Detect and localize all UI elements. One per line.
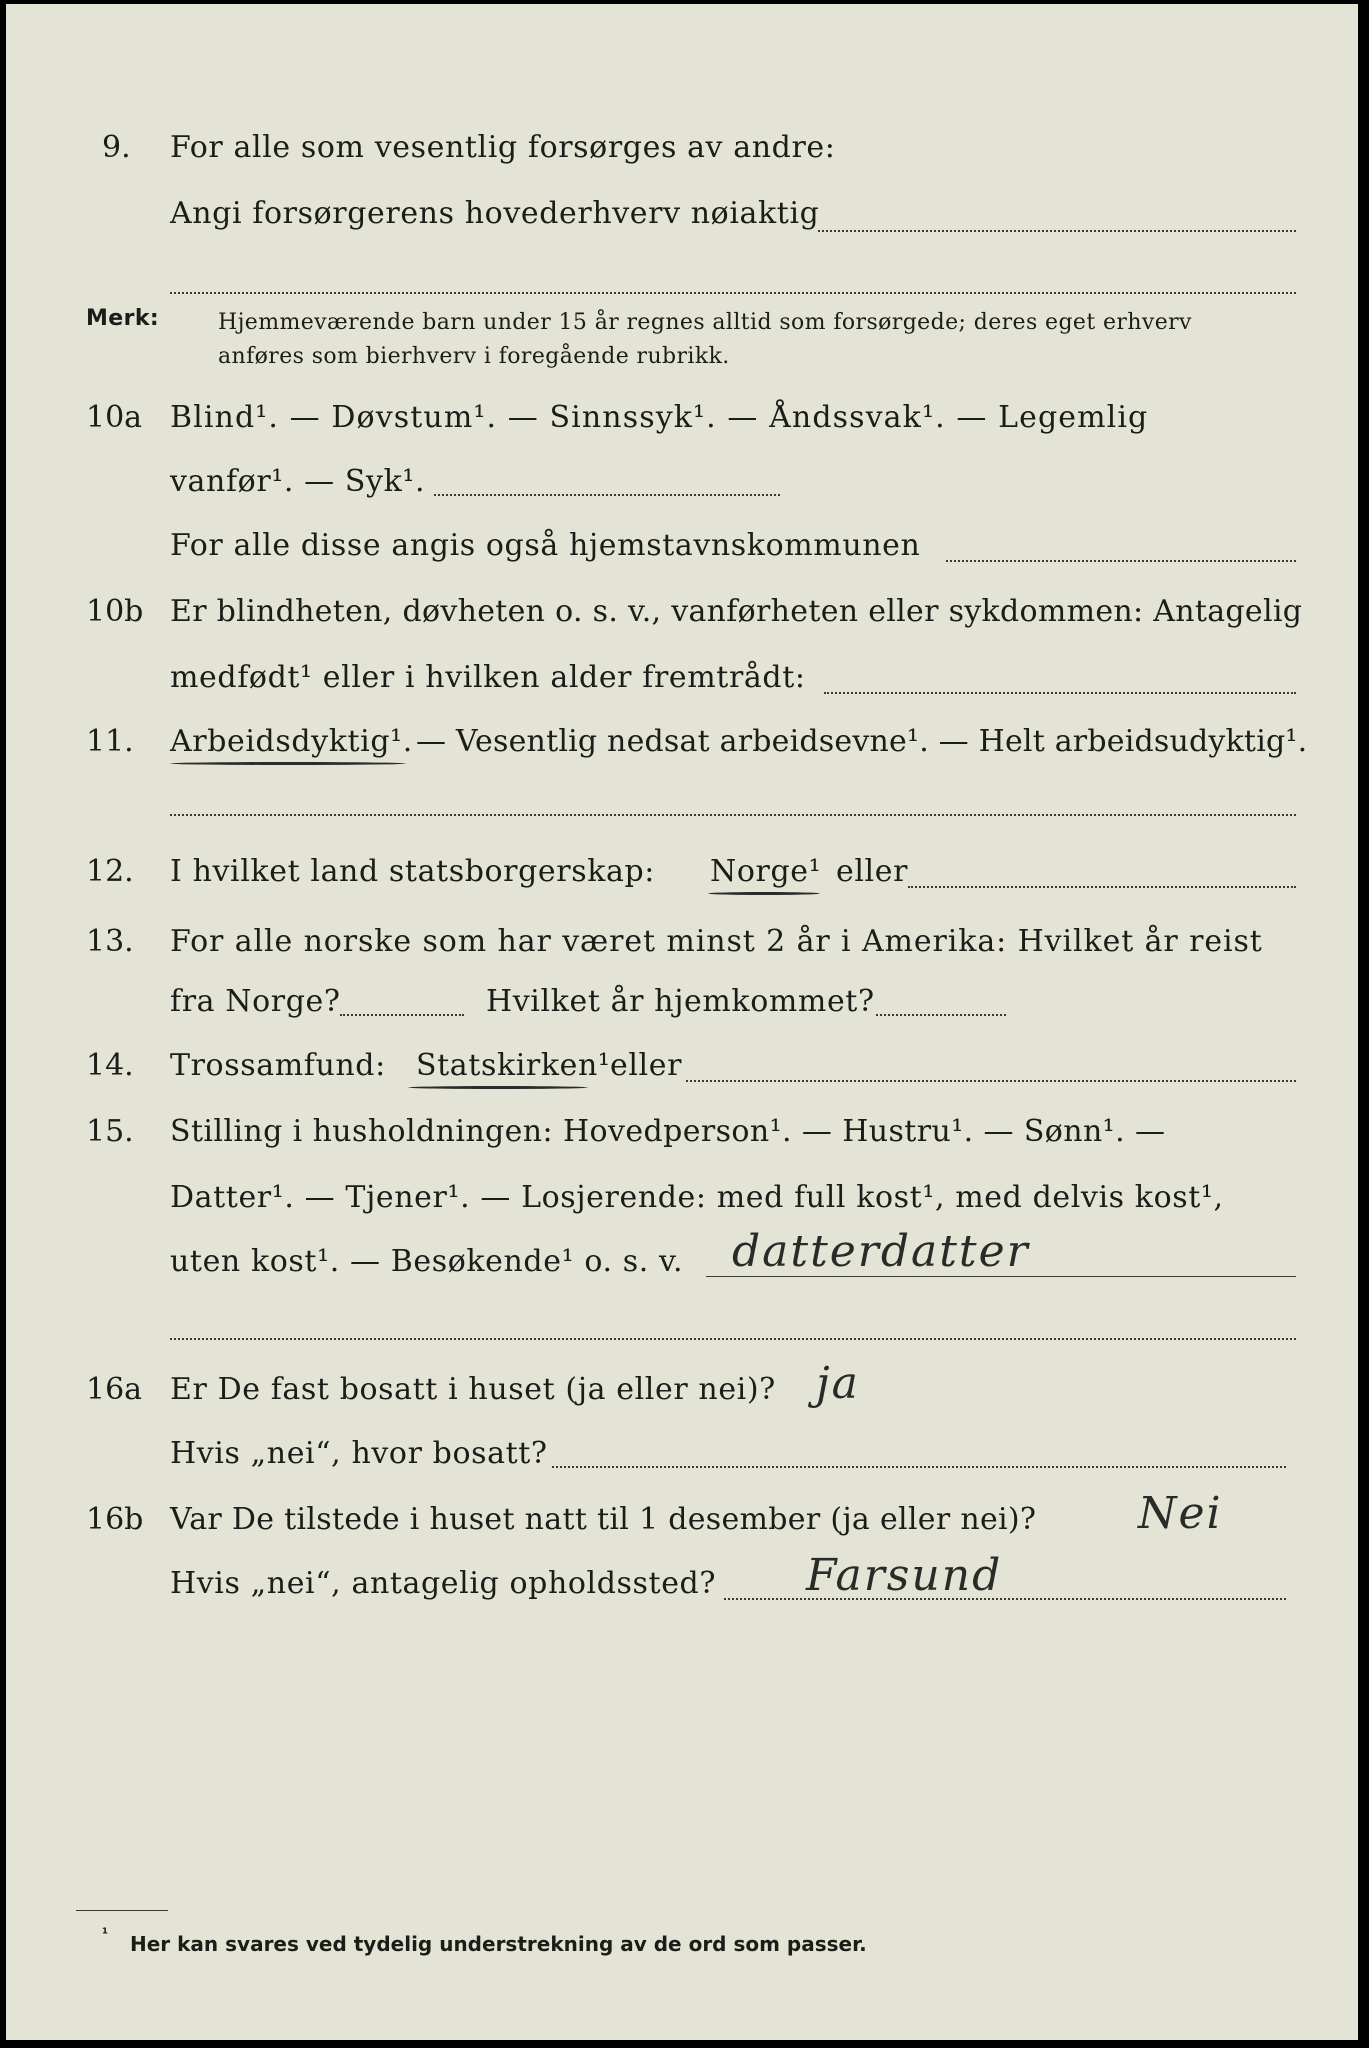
q12-pre: I hvilket land statsborgerskap: bbox=[170, 854, 655, 889]
q12-underline bbox=[708, 892, 820, 895]
census-form-page bbox=[6, 4, 1358, 2040]
q13-line2b: Hvilket år hjemkommet? bbox=[486, 984, 875, 1019]
q14-number: 14. bbox=[86, 1048, 134, 1083]
q16b-handwritten-answer-2[interactable]: Farsund bbox=[806, 1550, 1003, 1601]
q10a-number: 10a bbox=[86, 400, 143, 435]
footnote-text: Her kan svares ved tydelig understrekning av de ord som passer. bbox=[130, 1932, 867, 1956]
q12-answer-line[interactable] bbox=[908, 886, 1296, 888]
q10b-line2: medfødt¹ eller i hvilken alder fremtrådt: bbox=[170, 660, 806, 695]
q12-post: eller bbox=[836, 854, 909, 889]
merk-line2: anføres som bierhverv i foregående rubrikk. bbox=[218, 344, 730, 369]
q16a-line2: Hvis „nei“, hvor bosatt? bbox=[170, 1436, 548, 1471]
footnote-rule bbox=[76, 1910, 168, 1911]
q14-underline bbox=[408, 1086, 588, 1089]
q16a-handwritten-answer[interactable]: ja bbox=[816, 1358, 860, 1409]
q16b-line1: Var De tilstede i huset natt til 1 desember (ja eller nei)? bbox=[170, 1502, 1037, 1537]
q10b-line1: Er blindheten, døvheten o. s. v., vanførheten eller sykdommen: Antagelig bbox=[170, 594, 1303, 629]
q13-number: 13. bbox=[86, 924, 134, 959]
q11-rest: — Vesentlig nedsat arbeidsevne¹. — Helt arbeidsudyktig¹. bbox=[416, 724, 1308, 759]
q11-option-arbeidsdyktig[interactable]: Arbeidsdyktig¹. bbox=[170, 724, 413, 759]
q13-line2a: fra Norge? bbox=[170, 984, 341, 1019]
q9-number: 9. bbox=[102, 130, 131, 165]
q10a-line3: For alle disse angis også hjemstavnskommunen bbox=[170, 528, 921, 563]
q15-line3: uten kost¹. — Besøkende¹ o. s. v. bbox=[170, 1244, 684, 1279]
q14-post: eller bbox=[610, 1048, 683, 1083]
q14-answer-line[interactable] bbox=[686, 1080, 1296, 1082]
q14-option-statskirken[interactable]: Statskirken¹ bbox=[416, 1048, 611, 1083]
q11-answer-line[interactable] bbox=[170, 814, 1296, 816]
q15-line1: Stilling i husholdningen: Hovedperson¹. — Hustru¹. — Sønn¹. — bbox=[170, 1114, 1166, 1149]
q9-line2: Angi forsørgerens hovederhverv nøiaktig bbox=[170, 196, 820, 231]
q10a-answer-line[interactable] bbox=[946, 560, 1296, 562]
q15-handwritten-answer[interactable]: datterdatter bbox=[732, 1226, 1030, 1277]
q9-answer-line[interactable] bbox=[818, 230, 1296, 232]
q12-option-norge[interactable]: Norge¹ bbox=[710, 854, 822, 889]
q16b-line2: Hvis „nei“, antagelig opholdssted? bbox=[170, 1566, 717, 1601]
q16b-handwritten-answer[interactable]: Nei bbox=[1138, 1488, 1223, 1539]
merk-label: Merk: bbox=[86, 306, 160, 331]
q15-line2: Datter¹. — Tjener¹. — Losjerende: med full kost¹, med delvis kost¹, bbox=[170, 1180, 1224, 1215]
q10b-answer-line[interactable] bbox=[824, 692, 1296, 694]
q14-pre: Trossamfund: bbox=[170, 1048, 386, 1083]
merk-line1: Hjemmeværende barn under 15 år regnes alltid som forsørgede; deres eget erhverv bbox=[218, 310, 1192, 335]
q15-answer-line-2[interactable] bbox=[170, 1338, 1296, 1340]
q16a-answer-line[interactable] bbox=[552, 1466, 1286, 1468]
q10a-syk-answer-line[interactable] bbox=[434, 494, 780, 496]
q11-number: 11. bbox=[86, 724, 134, 759]
q10a-line1: Blind¹. — Døvstum¹. — Sinnssyk¹. — Åndssvak¹. — Legemlig bbox=[170, 400, 1149, 435]
q16a-number: 16a bbox=[86, 1372, 143, 1407]
q12-number: 12. bbox=[86, 854, 134, 889]
q9-line1: For alle som vesentlig forsørges av andre: bbox=[170, 130, 836, 165]
q15-number: 15. bbox=[86, 1114, 134, 1149]
q16b-number: 16b bbox=[86, 1502, 144, 1537]
q11-underline bbox=[170, 762, 406, 765]
q16a-line1: Er De fast bosatt i huset (ja eller nei)? bbox=[170, 1372, 776, 1407]
q10a-line2: vanfør¹. — Syk¹. bbox=[170, 464, 426, 499]
q9-answer-line-2[interactable] bbox=[170, 292, 1296, 294]
q16b-answer-line[interactable] bbox=[724, 1598, 1286, 1600]
q13-hjemkommet-answer-line[interactable] bbox=[876, 1014, 1006, 1016]
q15-answer-line[interactable] bbox=[706, 1276, 1296, 1277]
footnote-mark: ¹ bbox=[102, 1926, 109, 1942]
q13-line1: For alle norske som har været minst 2 år i Amerika: Hvilket år reist bbox=[170, 924, 1263, 959]
q13-reist-answer-line[interactable] bbox=[340, 1014, 464, 1016]
q10b-number: 10b bbox=[86, 594, 144, 629]
